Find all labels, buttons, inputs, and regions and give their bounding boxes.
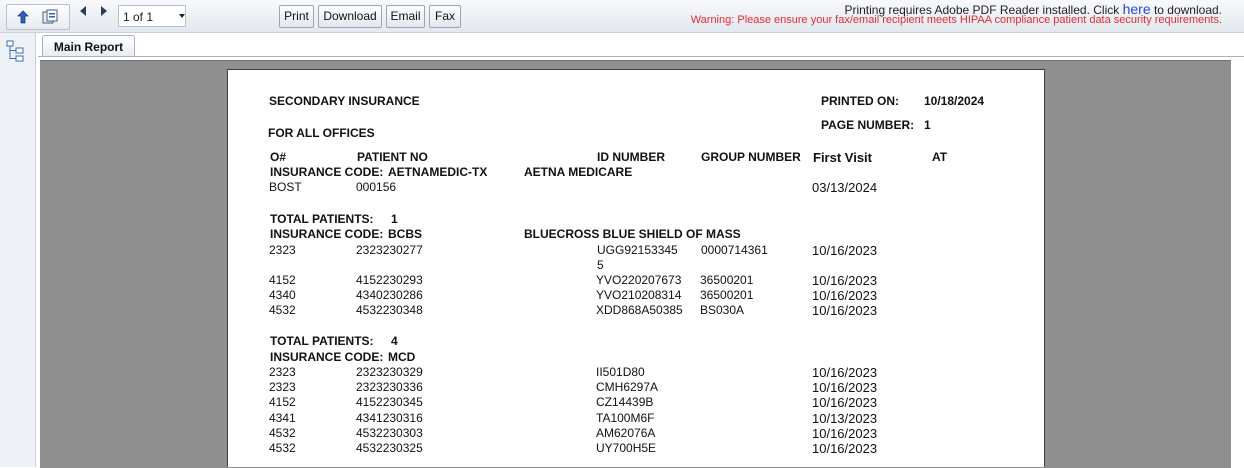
column-header-patient-no: PATIENT NO	[357, 150, 428, 164]
row-office: 4340	[269, 288, 296, 302]
download-button[interactable]: Download	[318, 5, 382, 28]
row-first-visit: 10/16/2023	[812, 303, 878, 318]
total-patients-value: 4	[391, 334, 398, 348]
printed-on-label: PRINTED ON:	[821, 94, 899, 108]
column-header-id-number: ID NUMBER	[597, 150, 665, 164]
column-header-first-visit: First Visit	[813, 150, 873, 165]
row-office: 2323	[269, 365, 296, 379]
row-id-number: AM62076A	[596, 426, 656, 440]
chevron-down-icon[interactable]	[179, 14, 185, 18]
row-first-visit: 10/16/2023	[812, 441, 878, 456]
row-first-visit: 10/16/2023	[812, 380, 878, 395]
report-page	[227, 69, 1045, 467]
row-patient-no: 4152230345	[356, 395, 423, 409]
row-office: 4341	[269, 411, 296, 425]
insurance-name: AETNA MEDICARE	[524, 165, 633, 179]
row-office: 4152	[269, 395, 296, 409]
row-id-number: XDD868A50385	[596, 303, 683, 317]
tab-main-report[interactable]: Main Report	[42, 35, 135, 57]
row-id-number: II501D80	[596, 365, 645, 379]
notice-suffix: to download.	[1150, 3, 1222, 17]
row-first-visit: 03/13/2024	[812, 180, 878, 195]
up-arrow-icon[interactable]	[15, 9, 31, 25]
row-patient-no: 4532230303	[356, 426, 423, 440]
row-office: 4532	[269, 441, 296, 455]
group-tree-icon[interactable]	[6, 40, 26, 62]
row-office: 4532	[269, 426, 296, 440]
print-button[interactable]: Print	[279, 5, 314, 28]
row-patient-no: 4152230293	[356, 273, 423, 287]
row-patient-no: 4532230325	[356, 441, 423, 455]
total-patients-value: 1	[391, 212, 398, 226]
export-group	[6, 4, 70, 30]
report-toolbar	[0, 0, 1244, 33]
insurance-code-value: AETNAMEDIC-TX	[388, 165, 488, 179]
insurance-code-value: BCBS	[388, 227, 423, 241]
row-first-visit: 10/16/2023	[812, 288, 878, 303]
insurance-name: BLUECROSS BLUE SHIELD OF MASS	[524, 227, 741, 241]
row-id-number: TA100M6F	[596, 411, 655, 425]
column-header-at: AT	[932, 150, 948, 164]
row-id-number: YVO210208314	[596, 288, 682, 302]
download-reader-link[interactable]: here	[1122, 1, 1151, 17]
column-header-group-number: GROUP NUMBER	[701, 150, 801, 164]
row-group-number: 36500201	[700, 288, 754, 302]
prev-page-icon[interactable]	[80, 6, 86, 16]
row-first-visit: 10/16/2023	[812, 273, 878, 288]
insurance-code-value: MCD	[388, 350, 416, 364]
row-id-number-wrap: 5	[597, 258, 604, 272]
row-patient-no: 2323230277	[356, 243, 423, 257]
row-first-visit: 10/13/2023	[812, 411, 878, 426]
notice-prefix: Printing requires Adobe PDF Reader installed. Click	[844, 3, 1123, 17]
row-patient-no: 4341230316	[356, 411, 423, 425]
export-icon[interactable]	[41, 9, 57, 25]
row-first-visit: 10/16/2023	[812, 395, 878, 410]
insurance-code-label: INSURANCE CODE:	[270, 165, 384, 179]
page-selector[interactable]	[118, 5, 186, 27]
row-first-visit: 10/16/2023	[812, 365, 878, 380]
insurance-code-label: INSURANCE CODE:	[270, 350, 384, 364]
report-subtitle: FOR ALL OFFICES	[268, 126, 375, 140]
row-id-number: UY700H5E	[596, 441, 657, 455]
row-office: 4152	[269, 273, 296, 287]
row-group-number: 0000714361	[701, 243, 768, 257]
page-number-value: 1	[924, 118, 931, 132]
next-page-icon[interactable]	[101, 6, 107, 16]
row-id-number: UGG92153345	[597, 243, 678, 257]
row-patient-no: 000156	[356, 180, 397, 194]
printed-on-value: 10/18/2024	[924, 94, 985, 108]
page-number-label: PAGE NUMBER:	[821, 118, 915, 132]
row-office: 2323	[269, 243, 296, 257]
row-group-number: 36500201	[700, 273, 754, 287]
row-patient-no: 2323230336	[356, 380, 423, 394]
row-office: BOST	[269, 180, 302, 194]
row-office: 4532	[269, 303, 296, 317]
row-id-number: CMH6297A	[596, 380, 659, 394]
row-first-visit: 10/16/2023	[812, 426, 878, 441]
row-patient-no: 4340230286	[356, 288, 423, 302]
left-rail	[0, 33, 36, 467]
total-patients-label: TOTAL PATIENTS:	[270, 212, 374, 226]
email-button[interactable]: Email	[386, 5, 425, 28]
fax-button[interactable]: Fax	[429, 5, 461, 28]
column-header-office: O#	[270, 150, 287, 164]
row-id-number: YVO220207673	[596, 273, 682, 287]
row-office: 2323	[269, 380, 296, 394]
row-first-visit: 10/16/2023	[812, 243, 878, 258]
row-patient-no: 4532230348	[356, 303, 423, 317]
insurance-code-label: INSURANCE CODE:	[270, 227, 384, 241]
row-patient-no: 2323230329	[356, 365, 423, 379]
tab-divider	[38, 56, 1244, 57]
row-id-number: CZ14439B	[596, 395, 654, 409]
page-indicator: 1 of 1	[123, 10, 154, 24]
hipaa-warning: Warning: Please ensure your fax/email recipient meets HIPAA compliance patient data security requirements.	[690, 14, 1222, 26]
report-title: SECONDARY INSURANCE	[269, 94, 420, 108]
total-patients-label: TOTAL PATIENTS:	[270, 334, 374, 348]
row-group-number: BS030A	[700, 303, 745, 317]
